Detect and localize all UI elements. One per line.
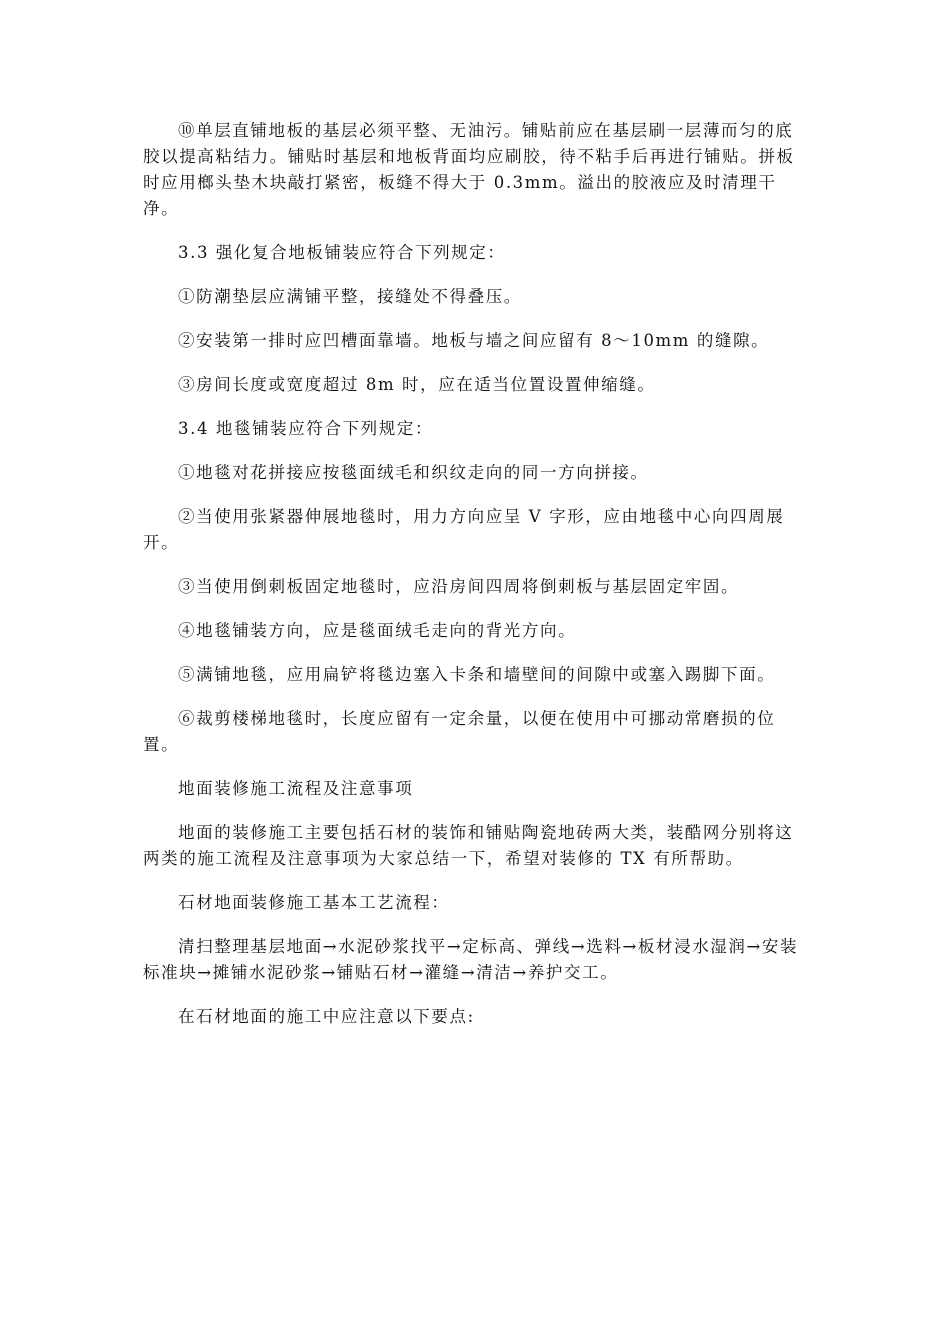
- paragraph-item-1-moisture-pad: ①防潮垫层应满铺平整，接缝处不得叠压。: [178, 287, 522, 306]
- document-body: [143, 118, 810, 1048]
- paragraph-item-5-wall-to-wall: ⑤满铺地毯，应用扁铲将毯边塞入卡条和墙壁间的间隙中或塞入踢脚下面。: [178, 665, 776, 684]
- paragraph-item-2-carpet-stretcher: ②当使用张紧器伸展地毯时，用力方向应呈 V 字形，应由地毯中心向四周展开。: [143, 507, 785, 552]
- paragraph-item-6-stair-carpet: ⑥裁剪楼梯地毯时，长度应留有一定余量，以便在使用中可挪动常磨损的位置。: [143, 709, 776, 754]
- paragraph-floor-intro: 地面的装修施工主要包括石材的装饰和铺贴陶瓷地砖两大类，装酷网分别将这两类的施工流程及注意事项为大家总结一下，希望对装修的 TX 有所帮助。: [143, 823, 794, 868]
- section-heading-3-3: 3.3 强化复合地板铺装应符合下列规定：: [178, 243, 506, 262]
- section-heading-3-4: 3.4 地毯铺装应符合下列规定：: [178, 419, 434, 438]
- paragraph-item-2-first-row: ②安装第一排时应凹槽面靠墙。地板与墙之间应留有 8～10mm 的缝隙。: [178, 331, 770, 350]
- paragraph-item-3-tack-strip: ③当使用倒刺板固定地毯时，应沿房间四周将倒刺板与基层固定牢固。: [178, 577, 740, 596]
- paragraph-item-4-carpet-direction: ④地毯铺装方向，应是毯面绒毛走向的背光方向。: [178, 621, 577, 640]
- section-heading-stone-process: 石材地面装修施工基本工艺流程：: [178, 893, 450, 912]
- paragraph-item-1-carpet-pattern: ①地毯对花拼接应按毯面绒毛和织纹走向的同一方向拼接。: [178, 463, 649, 482]
- paragraph-stone-notes-intro: 在石材地面的施工中应注意以下要点:: [178, 1007, 475, 1026]
- paragraph-item-10-single-layer-floor: ⑩单层直铺地板的基层必须平整、无油污。铺贴前应在基层刷一层薄而匀的底胶以提高粘结力。铺贴时基层和地板背面均应刷胶，待不粘手后再进行铺贴。拼板时应用榔头垫木块敲打紧密，板缝不得大于 0.3mm。溢出的胶液应及时清理干净。: [143, 121, 795, 218]
- paragraph-stone-steps: 清扫整理基层地面→水泥砂浆找平→定标高、弹线→选料→板材浸水湿润→安装标准块→摊铺水泥砂浆→铺贴石材→灌缝→清洁→养护交工。: [143, 937, 799, 982]
- paragraph-item-3-expansion-joint: ③房间长度或宽度超过 8m 时，应在适当位置设置伸缩缝。: [178, 375, 656, 394]
- section-heading-floor-process: 地面装修施工流程及注意事项: [178, 779, 414, 798]
